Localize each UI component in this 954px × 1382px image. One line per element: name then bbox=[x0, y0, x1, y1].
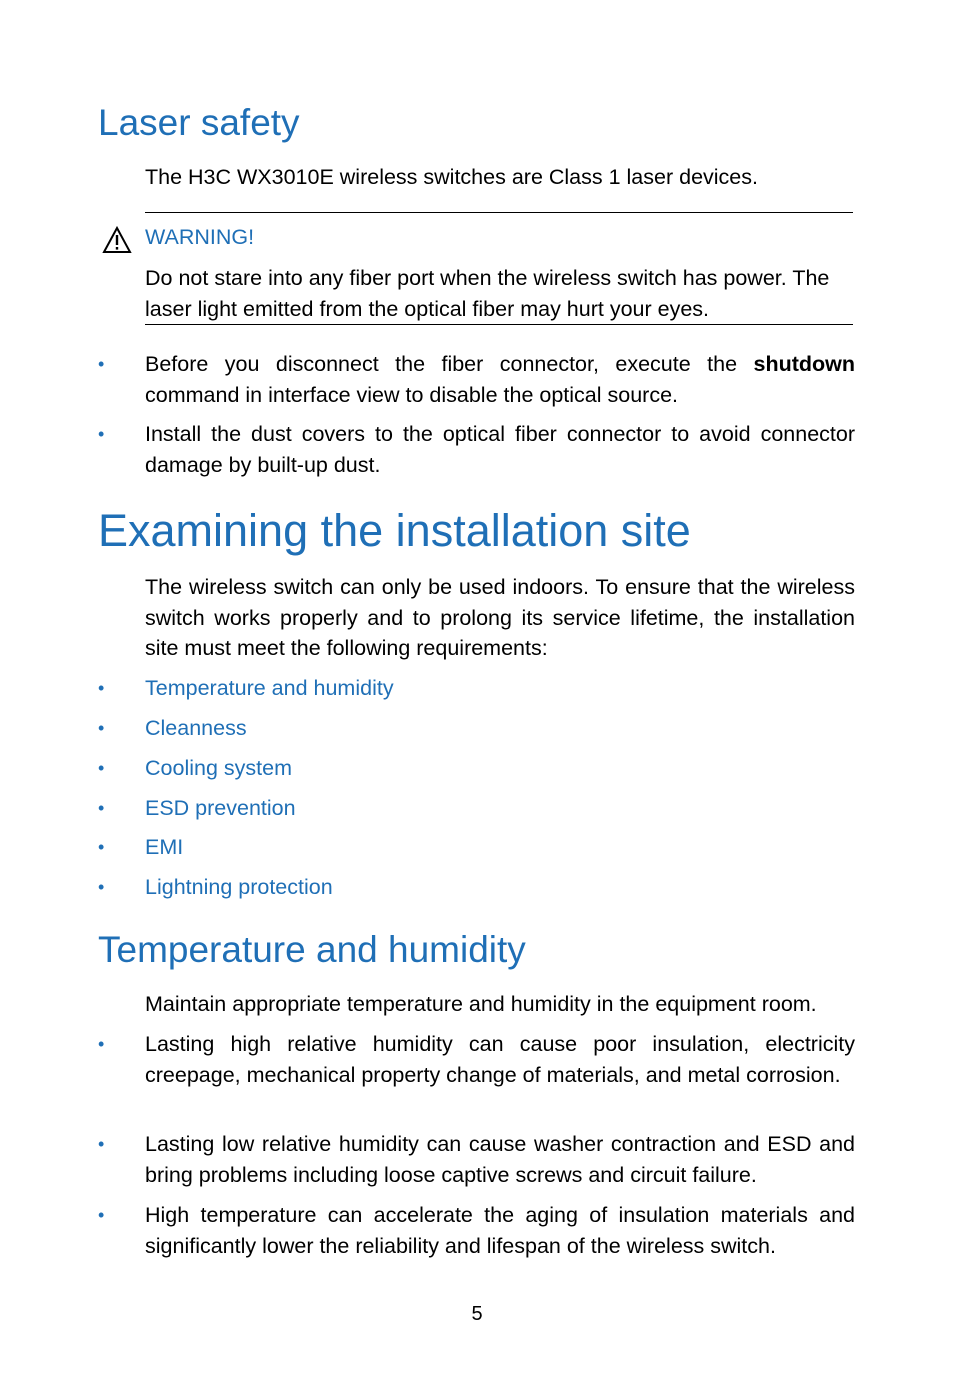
bullet-text: Before you disconnect the fiber connector, execute the shutdown command in interface view to disable the optical source. bbox=[145, 352, 855, 407]
temperature-humidity-intro: Maintain appropriate temperature and humidity in the equipment room. bbox=[145, 992, 817, 1016]
warning-text: Do not stare into any fiber port when the wireless switch has power. The laser light emitted from the optical fiber may hurt your eyes. bbox=[145, 266, 830, 321]
list-item bbox=[98, 872, 855, 903]
link-cooling-system[interactable]: Cooling system bbox=[145, 756, 292, 780]
laser-safety-intro: The H3C WX3010E wireless switches are Class 1 laser devices. bbox=[145, 165, 758, 189]
warning-triangle-icon bbox=[102, 226, 132, 254]
list-item bbox=[98, 832, 855, 863]
list-item bbox=[98, 1029, 855, 1090]
list-item bbox=[98, 673, 855, 704]
bullet-glyph: • bbox=[98, 1134, 105, 1154]
list-item bbox=[98, 349, 855, 410]
list-item bbox=[98, 1129, 855, 1190]
list-item bbox=[98, 753, 855, 784]
warning-label: WARNING! bbox=[145, 225, 255, 249]
bullet-glyph: • bbox=[98, 354, 105, 374]
bullet-glyph: • bbox=[98, 678, 105, 698]
bullet-glyph: • bbox=[98, 1205, 105, 1225]
bullet-glyph: • bbox=[98, 758, 105, 778]
shutdown-command: shutdown bbox=[753, 352, 855, 376]
bullet-glyph: • bbox=[98, 798, 105, 818]
bullet-text: Lasting high relative humidity can cause poor insulation, electricity creepage, mechanical property change of materials, and metal corrosion. bbox=[145, 1032, 855, 1087]
list-item bbox=[98, 1200, 855, 1261]
bullet-glyph: • bbox=[98, 877, 105, 897]
bullet-glyph: • bbox=[98, 1034, 105, 1054]
heading-examining-installation-site: Examining the installation site bbox=[98, 505, 691, 556]
warning-top-rule bbox=[145, 212, 853, 213]
page-number: 5 bbox=[471, 1303, 483, 1325]
bullet-text: Lasting low relative humidity can cause washer contraction and ESD and bring problems including loose captive screws and circuit failure. bbox=[145, 1132, 855, 1187]
link-emi[interactable]: EMI bbox=[145, 835, 184, 859]
link-esd-prevention[interactable]: ESD prevention bbox=[145, 796, 296, 820]
bullet-glyph: • bbox=[98, 837, 105, 857]
link-cleanness[interactable]: Cleanness bbox=[145, 716, 247, 740]
bullet-glyph: • bbox=[98, 424, 105, 444]
bullet-text: High temperature can accelerate the aging of insulation materials and significantly lower the reliability and lifespan of the wireless switch. bbox=[145, 1203, 855, 1258]
heading-temperature-and-humidity: Temperature and humidity bbox=[98, 929, 526, 970]
list-item bbox=[98, 713, 855, 744]
list-item bbox=[98, 793, 855, 824]
list-item bbox=[98, 419, 855, 480]
bullet-glyph: • bbox=[98, 718, 105, 738]
link-lightning-protection[interactable]: Lightning protection bbox=[145, 875, 333, 899]
examining-site-intro: The wireless switch can only be used indoors. To ensure that the wireless switch works properly and to prolong its service lifetime, the installation site must meet the following requirements: bbox=[145, 575, 855, 660]
warning-bottom-rule bbox=[145, 324, 853, 325]
heading-laser-safety: Laser safety bbox=[98, 102, 300, 143]
link-temperature-and-humidity[interactable]: Temperature and humidity bbox=[145, 676, 394, 700]
bullet-text: Install the dust covers to the optical fiber connector to avoid connector damage by built-up dust. bbox=[145, 422, 855, 477]
